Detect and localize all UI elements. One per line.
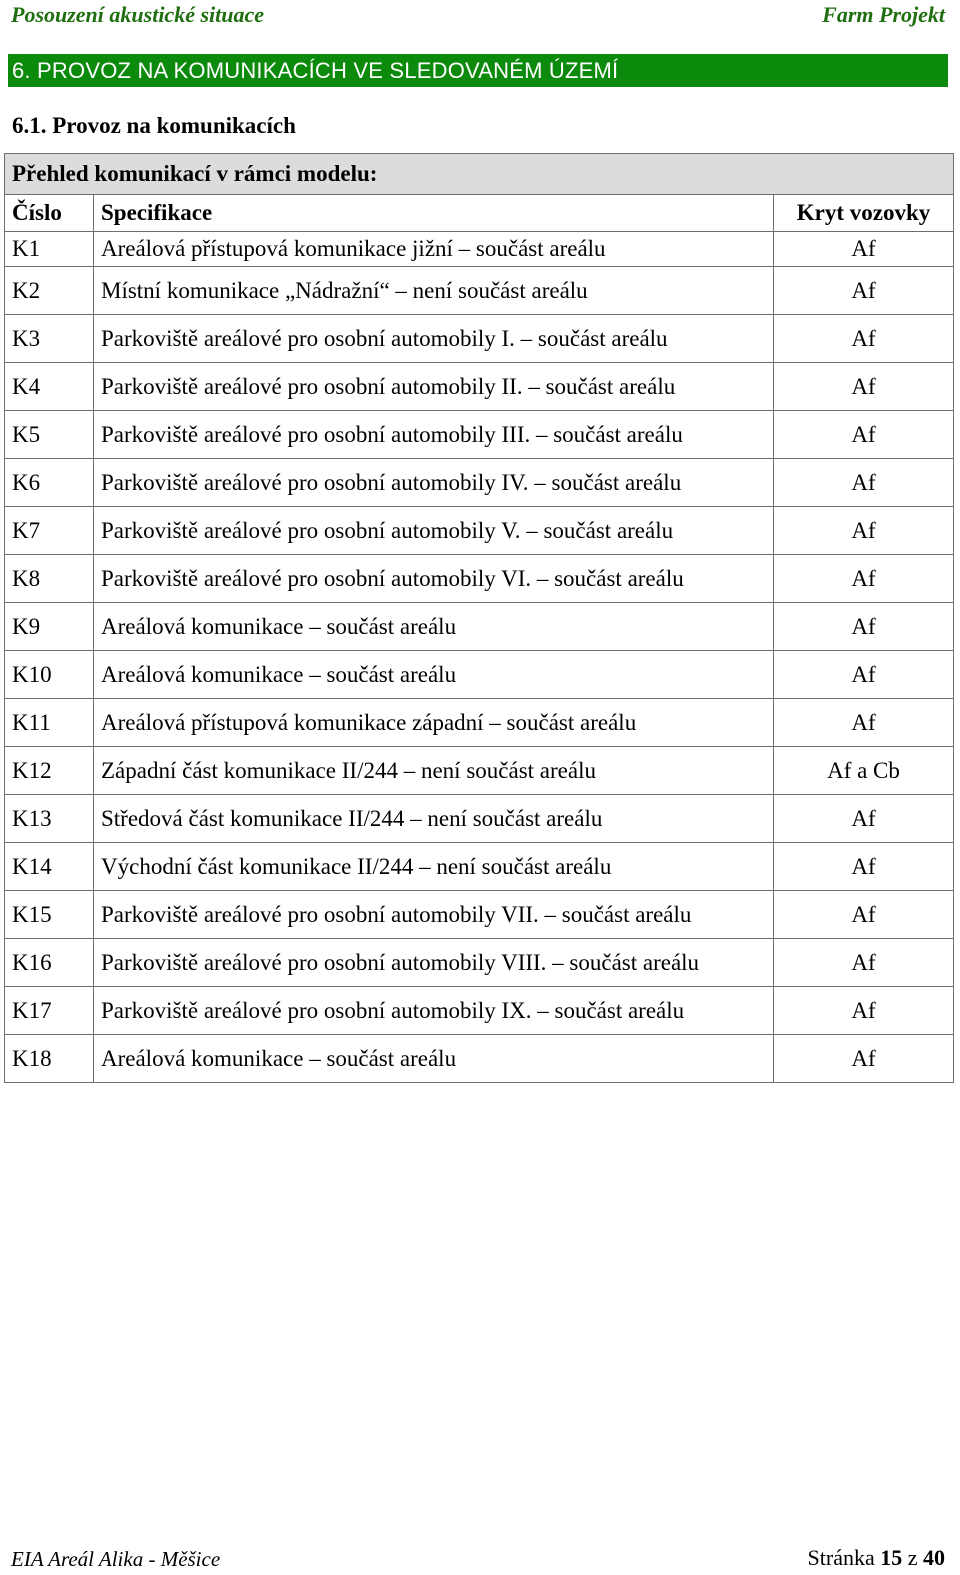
cell-kryt: Af [774, 459, 954, 507]
cell-cislo: K2 [5, 267, 94, 315]
table-row [5, 603, 954, 651]
footer-page-current: 15 [880, 1545, 903, 1570]
table-row [5, 651, 954, 699]
cell-kryt: Af [774, 939, 954, 987]
cell-specifikace: Parkoviště areálové pro osobní automobily VIII. – součást areálu [94, 939, 774, 987]
cell-cislo: K3 [5, 315, 94, 363]
cell-cislo: K15 [5, 891, 94, 939]
cell-kryt: Af [774, 267, 954, 315]
cell-cislo: K14 [5, 843, 94, 891]
cell-specifikace: Parkoviště areálové pro osobní automobily II. – součást areálu [94, 363, 774, 411]
cell-cislo: K11 [5, 699, 94, 747]
table-row [5, 795, 954, 843]
cell-specifikace: Středová část komunikace II/244 – není součást areálu [94, 795, 774, 843]
cell-specifikace: Parkoviště areálové pro osobní automobily IV. – součást areálu [94, 459, 774, 507]
cell-cislo: K7 [5, 507, 94, 555]
cell-kryt: Af [774, 795, 954, 843]
cell-cislo: K8 [5, 555, 94, 603]
cell-kryt: Af [774, 603, 954, 651]
footer-page-total: 40 [923, 1545, 945, 1570]
column-header-kryt: Kryt vozovky [774, 195, 954, 232]
cell-cislo: K10 [5, 651, 94, 699]
cell-cislo: K1 [5, 232, 94, 267]
footer-page-number [808, 1546, 945, 1570]
table-row [5, 555, 954, 603]
cell-specifikace: Parkoviště areálové pro osobní automobily III. – součást areálu [94, 411, 774, 459]
cell-specifikace: Areálová komunikace – součást areálu [94, 603, 774, 651]
cell-kryt: Af [774, 555, 954, 603]
table-caption: Přehled komunikací v rámci modelu: [5, 154, 954, 195]
cell-specifikace: Areálová přístupová komunikace západní – součást areálu [94, 699, 774, 747]
cell-specifikace: Východní část komunikace II/244 – není součást areálu [94, 843, 774, 891]
table-row [5, 843, 954, 891]
table-row [5, 232, 954, 267]
chapter-bar [8, 54, 948, 87]
cell-cislo: K18 [5, 1035, 94, 1083]
cell-cislo: K12 [5, 747, 94, 795]
table-row [5, 747, 954, 795]
cell-kryt: Af a Cb [774, 747, 954, 795]
table-row [5, 939, 954, 987]
column-header-cislo: Číslo [5, 195, 94, 232]
table-row [5, 507, 954, 555]
table-row [5, 315, 954, 363]
table-row [5, 363, 954, 411]
cell-specifikace: Areálová přístupová komunikace jižní – součást areálu [94, 232, 774, 267]
cell-specifikace: Areálová komunikace – součást areálu [94, 1035, 774, 1083]
cell-cislo: K4 [5, 363, 94, 411]
table-row [5, 699, 954, 747]
roads-table [4, 153, 954, 1083]
table-row [5, 459, 954, 507]
cell-kryt: Af [774, 699, 954, 747]
cell-kryt: Af [774, 507, 954, 555]
cell-kryt: Af [774, 315, 954, 363]
table-row [5, 411, 954, 459]
cell-specifikace: Parkoviště areálové pro osobní automobily I. – součást areálu [94, 315, 774, 363]
footer-left: EIA Areál Alika - Měšice [11, 1547, 221, 1571]
table-row [5, 987, 954, 1035]
cell-specifikace: Západní část komunikace II/244 – není součást areálu [94, 747, 774, 795]
cell-specifikace: Parkoviště areálové pro osobní automobily IX. – součást areálu [94, 987, 774, 1035]
cell-kryt: Af [774, 987, 954, 1035]
table-header-row [5, 195, 954, 232]
cell-cislo: K17 [5, 987, 94, 1035]
cell-cislo: K5 [5, 411, 94, 459]
cell-kryt: Af [774, 363, 954, 411]
cell-kryt: Af [774, 891, 954, 939]
page-header-right: Farm Projekt [822, 2, 945, 27]
cell-kryt: Af [774, 232, 954, 267]
footer-page-prefix: Stránka [807, 1545, 875, 1570]
cell-specifikace: Parkoviště areálové pro osobní automobily VI. – součást areálu [94, 555, 774, 603]
cell-kryt: Af [774, 411, 954, 459]
cell-kryt: Af [774, 843, 954, 891]
chapter-title: 6. PROVOZ NA KOMUNIKACÍCH VE SLEDOVANÉM ÚZEMÍ [12, 58, 619, 83]
cell-specifikace: Areálová komunikace – součást areálu [94, 651, 774, 699]
cell-kryt: Af [774, 651, 954, 699]
page-header-left: Posouzení akustické situace [11, 2, 265, 27]
table-row [5, 1035, 954, 1083]
cell-specifikace: Parkoviště areálové pro osobní automobily V. – součást areálu [94, 507, 774, 555]
table-row [5, 891, 954, 939]
section-title: 6.1. Provoz na komunikacích [12, 113, 296, 138]
column-header-specifikace: Specifikace [94, 195, 774, 232]
footer-page-sep: z [907, 1545, 918, 1570]
cell-cislo: K13 [5, 795, 94, 843]
cell-kryt: Af [774, 1035, 954, 1083]
cell-cislo: K6 [5, 459, 94, 507]
table-caption-row [5, 154, 954, 195]
cell-cislo: K9 [5, 603, 94, 651]
table-row [5, 267, 954, 315]
cell-specifikace: Místní komunikace „Nádražní“ – není součást areálu [94, 267, 774, 315]
cell-specifikace: Parkoviště areálové pro osobní automobily VII. – součást areálu [94, 891, 774, 939]
cell-cislo: K16 [5, 939, 94, 987]
